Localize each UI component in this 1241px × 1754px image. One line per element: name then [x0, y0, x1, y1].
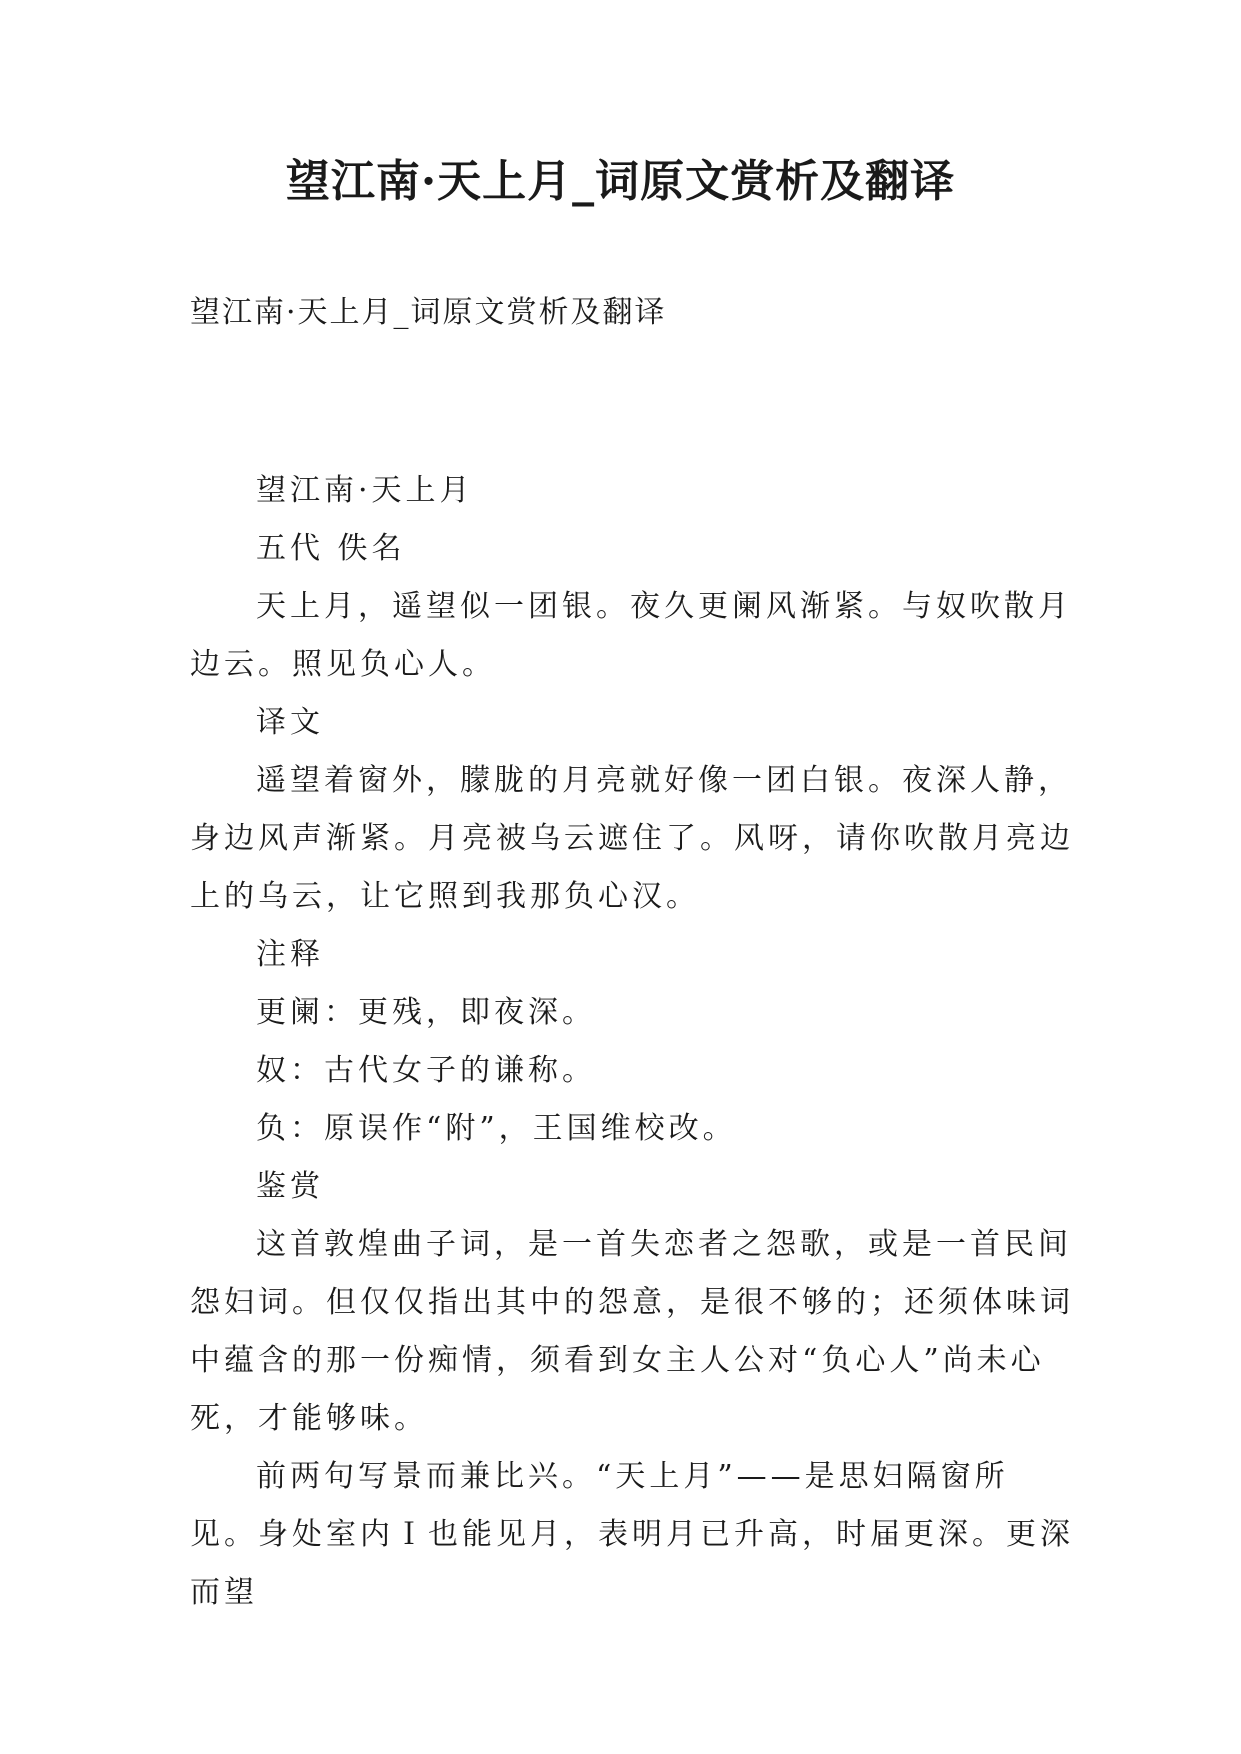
document-subtitle: 望江南·天上月_词原文赏析及翻译 [190, 295, 667, 330]
notes-heading: 注释 [256, 937, 324, 972]
translation-text: 遥望着窗外，朦胧的月亮就好像一团白银。夜深人静，身边风声渐紧。月亮被乌云遮住了。风呀，请你吹散月亮边上的乌云，让它照到我那负心汉。 [190, 763, 1074, 914]
note-item: 更阑：更残，即夜深。 [256, 995, 596, 1030]
document-title: 望江南·天上月_词原文赏析及翻译 [285, 156, 956, 207]
translation-heading: 译文 [256, 705, 324, 740]
poem-text: 天上月，遥望似一团银。夜久更阑风渐紧。与奴吹散月边云。照见负心人。 [190, 589, 1072, 682]
appreciation-paragraph: 前两句写景而兼比兴。“天上月”——是思妇隔窗所见。身处室内Ｉ也能见月，表明月已升高，时届更深。更深而望 [190, 1459, 1074, 1610]
poem-title: 望江南·天上月 [256, 473, 474, 508]
appreciation-heading: 鉴赏 [256, 1169, 324, 1204]
note-item: 负：原误作“附”，王国维校改。 [256, 1111, 737, 1146]
document-body [190, 462, 1075, 1622]
poem-author: 五代 佚名 [256, 531, 406, 566]
appreciation-paragraph: 这首敦煌曲子词，是一首失恋者之怨歌，或是一首民间怨妇词。但仅仅指出其中的怨意，是很不够的；还须体味词中蕴含的那一份痴情，须看到女主人公对“负心人”尚未心死，才能够味。 [190, 1227, 1074, 1436]
note-item: 奴：古代女子的谦称。 [256, 1053, 596, 1088]
